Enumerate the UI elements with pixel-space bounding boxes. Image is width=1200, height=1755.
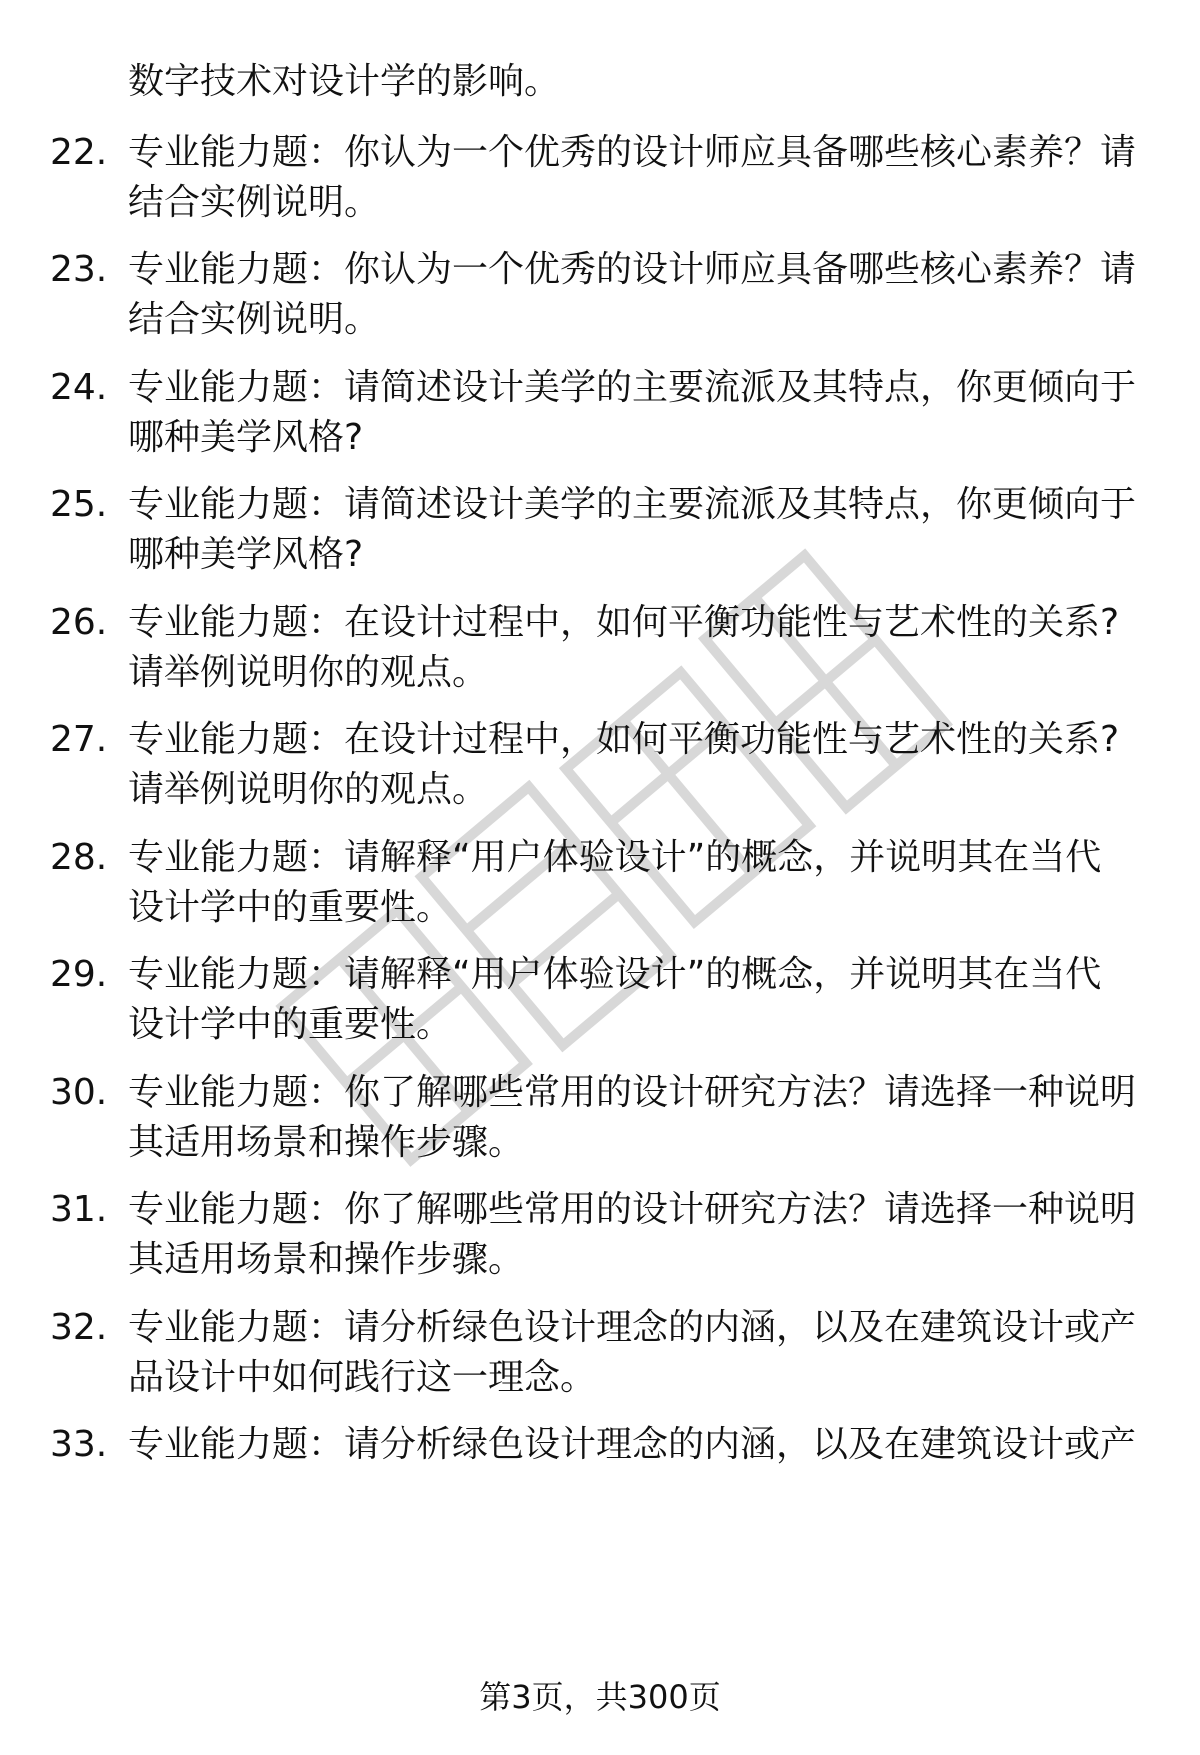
question-text-line: 设计学中的重要性。 xyxy=(128,1004,453,1045)
question-text-line: 请举例说明你的观点。 xyxy=(128,652,489,693)
question-text-line: 专业能力题：请解释“用户体验设计”的概念，并说明其在当代 xyxy=(128,954,1102,995)
question-number: 33. xyxy=(50,1424,108,1465)
question-number: 26. xyxy=(50,602,108,643)
question-text-line: 哪种美学风格? xyxy=(128,534,364,575)
question-item xyxy=(50,598,1160,698)
question-text-line: 结合实例说明。 xyxy=(128,182,381,223)
question-text-line: 请举例说明你的观点。 xyxy=(128,769,489,810)
question-item xyxy=(50,950,1160,1050)
question-text-line: 专业能力题：在设计过程中，如何平衡功能性与艺术性的关系? xyxy=(128,719,1120,760)
question-number: 27. xyxy=(50,719,108,760)
question-item xyxy=(50,1420,1160,1520)
question-item xyxy=(50,1303,1160,1403)
question-number: 25. xyxy=(50,484,108,525)
question-number: 28. xyxy=(50,837,108,878)
question-text-line: 专业能力题：你了解哪些常用的设计研究方法？请选择一种说明 xyxy=(128,1189,1137,1230)
question-text-line: 专业能力题：请简述设计美学的主要流派及其特点，你更倾向于 xyxy=(128,484,1137,525)
question-item xyxy=(50,128,1160,228)
question-item xyxy=(50,1068,1160,1168)
question-text-line: 专业能力题：在设计过程中，如何平衡功能性与艺术性的关系? xyxy=(128,602,1120,643)
question-number: 22. xyxy=(50,132,108,173)
question-text-line: 专业能力题：请分析绿色设计理念的内涵，以及在建筑设计或产 xyxy=(128,1424,1137,1465)
question-number: 30. xyxy=(50,1072,108,1113)
question-item xyxy=(50,1185,1160,1285)
question-text-line: 专业能力题：请简述设计美学的主要流派及其特点，你更倾向于 xyxy=(128,367,1137,408)
question-text-line: 专业能力题：请分析绿色设计理念的内涵，以及在建筑设计或产 xyxy=(128,1307,1137,1348)
question-number: 24. xyxy=(50,367,108,408)
question-text-line: 哪种美学风格? xyxy=(128,417,364,458)
question-item xyxy=(50,715,1160,815)
question-text-line: 其适用场景和操作步骤。 xyxy=(128,1239,525,1280)
continued-text: 数字技术对设计学的影响。 xyxy=(128,61,561,102)
question-item xyxy=(50,480,1160,580)
question-text-line: 品设计中如何践行这一理念。 xyxy=(128,1357,597,1398)
page-footer: 第3页，共300页 xyxy=(479,1678,721,1716)
question-item xyxy=(50,833,1160,933)
question-item xyxy=(50,363,1160,463)
question-item xyxy=(50,245,1160,345)
question-text-line: 设计学中的重要性。 xyxy=(128,887,453,928)
question-number: 29. xyxy=(50,954,108,995)
question-text-line: 结合实例说明。 xyxy=(128,299,381,340)
question-text-line: 专业能力题：你认为一个优秀的设计师应具备哪些核心素养？请 xyxy=(128,132,1137,173)
question-text-line: 专业能力题：你认为一个优秀的设计师应具备哪些核心素养？请 xyxy=(128,249,1137,290)
question-text-line: 专业能力题：请解释“用户体验设计”的概念，并说明其在当代 xyxy=(128,837,1102,878)
question-number: 23. xyxy=(50,249,108,290)
question-text-line: 专业能力题：你了解哪些常用的设计研究方法？请选择一种说明 xyxy=(128,1072,1137,1113)
question-number: 31. xyxy=(50,1189,108,1230)
question-number: 32. xyxy=(50,1307,108,1348)
question-text-line: 其适用场景和操作步骤。 xyxy=(128,1122,525,1163)
